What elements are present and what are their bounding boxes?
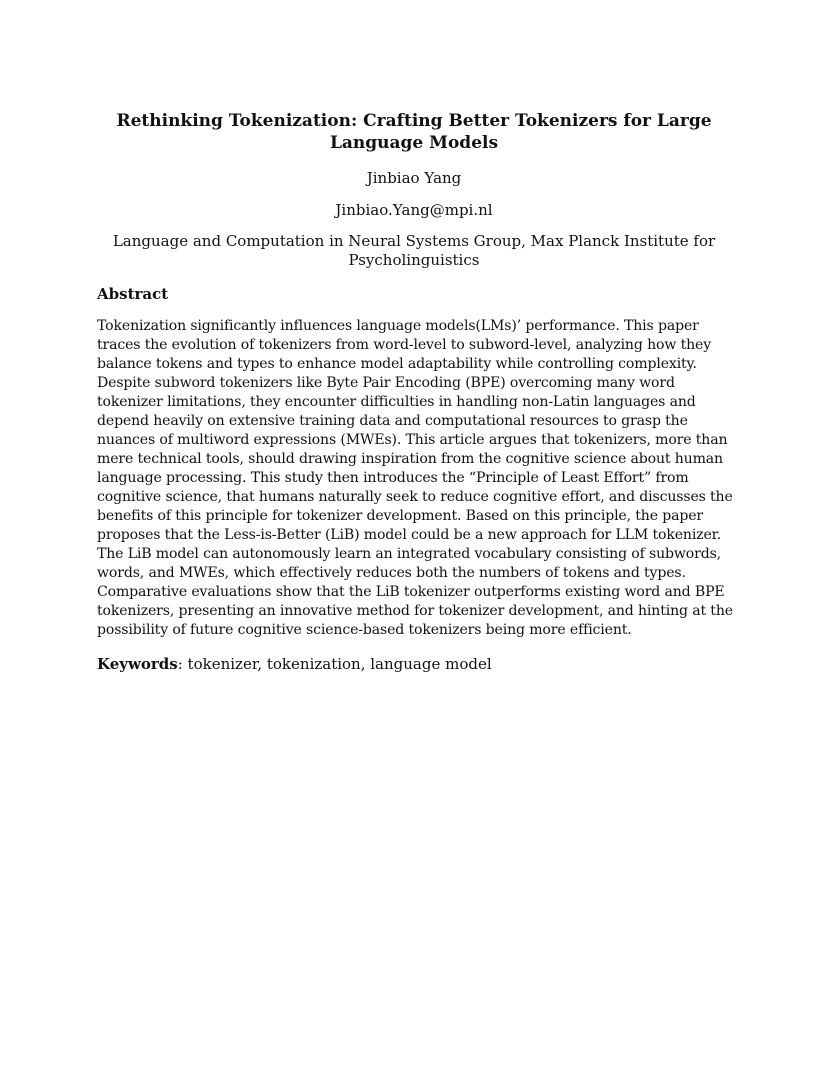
- abstract-text: Tokenization significantly influences language models(LMs)’ performance. This paper traces the evolution of tokenizers from word-level to subword-level, analyzing how they balance tokens and types to enhance model adaptability while controlling complexity. Despite subword tokenizers like Byte Pair Encoding (BPE) overcoming many word tokenizer limitations, they encounter difficulties in handling non-Latin languages and depend heavily on extensive training data and computational resources to grasp the nuances of multiword expressions (MWEs). This article argues that tokenizers, more than mere technical tools, should drawing inspiration from the cognitive science about human language processing. This study then introduces the “Principle of Least Effort” from cognitive science, that humans naturally seek to reduce cognitive effort, and discusses the benefits of this principle for tokenizer development. Based on this principle, the paper proposes that the Less-is-Better (LiB) model could be a new approach for LLM tokenizer. The LiB model can autonomously learn an integrated vocabulary consisting of subwords, words, and MWEs, which effectively reduces both the numbers of tokens and types. Comparative evaluations show that the LiB tokenizer outperforms existing word and BPE tokenizers, presenting an innovative method for tokenizer development, and hinting at the possibility of future cognitive science-based tokenizers being more efficient.: [97, 318, 733, 638]
- author-email: Jinbiao.Yang@mpi.nl: [335, 201, 493, 219]
- keywords-line: [97, 654, 733, 674]
- paper-title: Rethinking Tokenization: Crafting Better Tokenizers for Large Language Models: [116, 111, 712, 153]
- keywords-label: Keywords: [97, 655, 178, 673]
- keywords-text: : tokenizer, tokenization, language model: [177, 655, 492, 673]
- author-affiliation: Language and Computation in Neural Systems Group, Max Planck Institute for Psycholinguistics: [112, 232, 716, 269]
- abstract-heading: Abstract: [97, 285, 169, 303]
- author-name: Jinbiao Yang: [366, 169, 462, 187]
